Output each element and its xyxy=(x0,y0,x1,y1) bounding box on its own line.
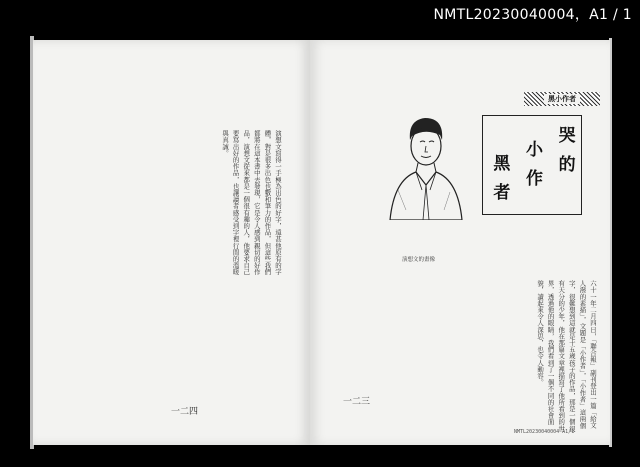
title-column-3: 黑者 xyxy=(489,154,510,212)
portrait-caption: 演想文的畫像 xyxy=(402,257,436,263)
column-heading-label: 黑小作者 xyxy=(544,94,580,104)
left-page-body-text: 演想文寫得一手極為出色的好字，遠甚他原有的字體，對是很多出色也數和筆力的作品，但這些我們都將在這本書中去發現，它是令人感到親切的好作品，演想文從來都是一個很有趣的人，他要求自己要寫出好的作品，也讓讀者感受到字裡行間的溫暖與真誠。 xyxy=(221,130,282,276)
archive-stamp: NMTL20230040004 A1/1 xyxy=(514,429,575,435)
left-page xyxy=(33,40,310,445)
right-page-number: 一二三 xyxy=(343,397,371,407)
right-page-body-text: 六十一年二月四日，「聯合報」副刊登出一篇「給文人潑的素描」，文題是「小作者」，「小作者」這兩個字，很難想到這就是十五歲孩子的作品，那是一個很有天分的少年，他在那篇文章裡描寫了他所看到的世界，透過他的眼睛，我們看到了一個不同的社會面貌，讀起來令人深思，也令人動容。 xyxy=(536,280,597,432)
title-column-2: 小作 xyxy=(521,140,542,198)
left-page-number: 一二四 xyxy=(171,407,199,417)
article-title-box xyxy=(482,115,582,215)
column-heading xyxy=(524,92,600,106)
right-page xyxy=(310,40,610,445)
title-column-1: 哭的 xyxy=(554,126,575,184)
archive-id-label: NMTL20230040004，A1 / 1 xyxy=(433,7,632,23)
author-portrait xyxy=(380,110,470,220)
